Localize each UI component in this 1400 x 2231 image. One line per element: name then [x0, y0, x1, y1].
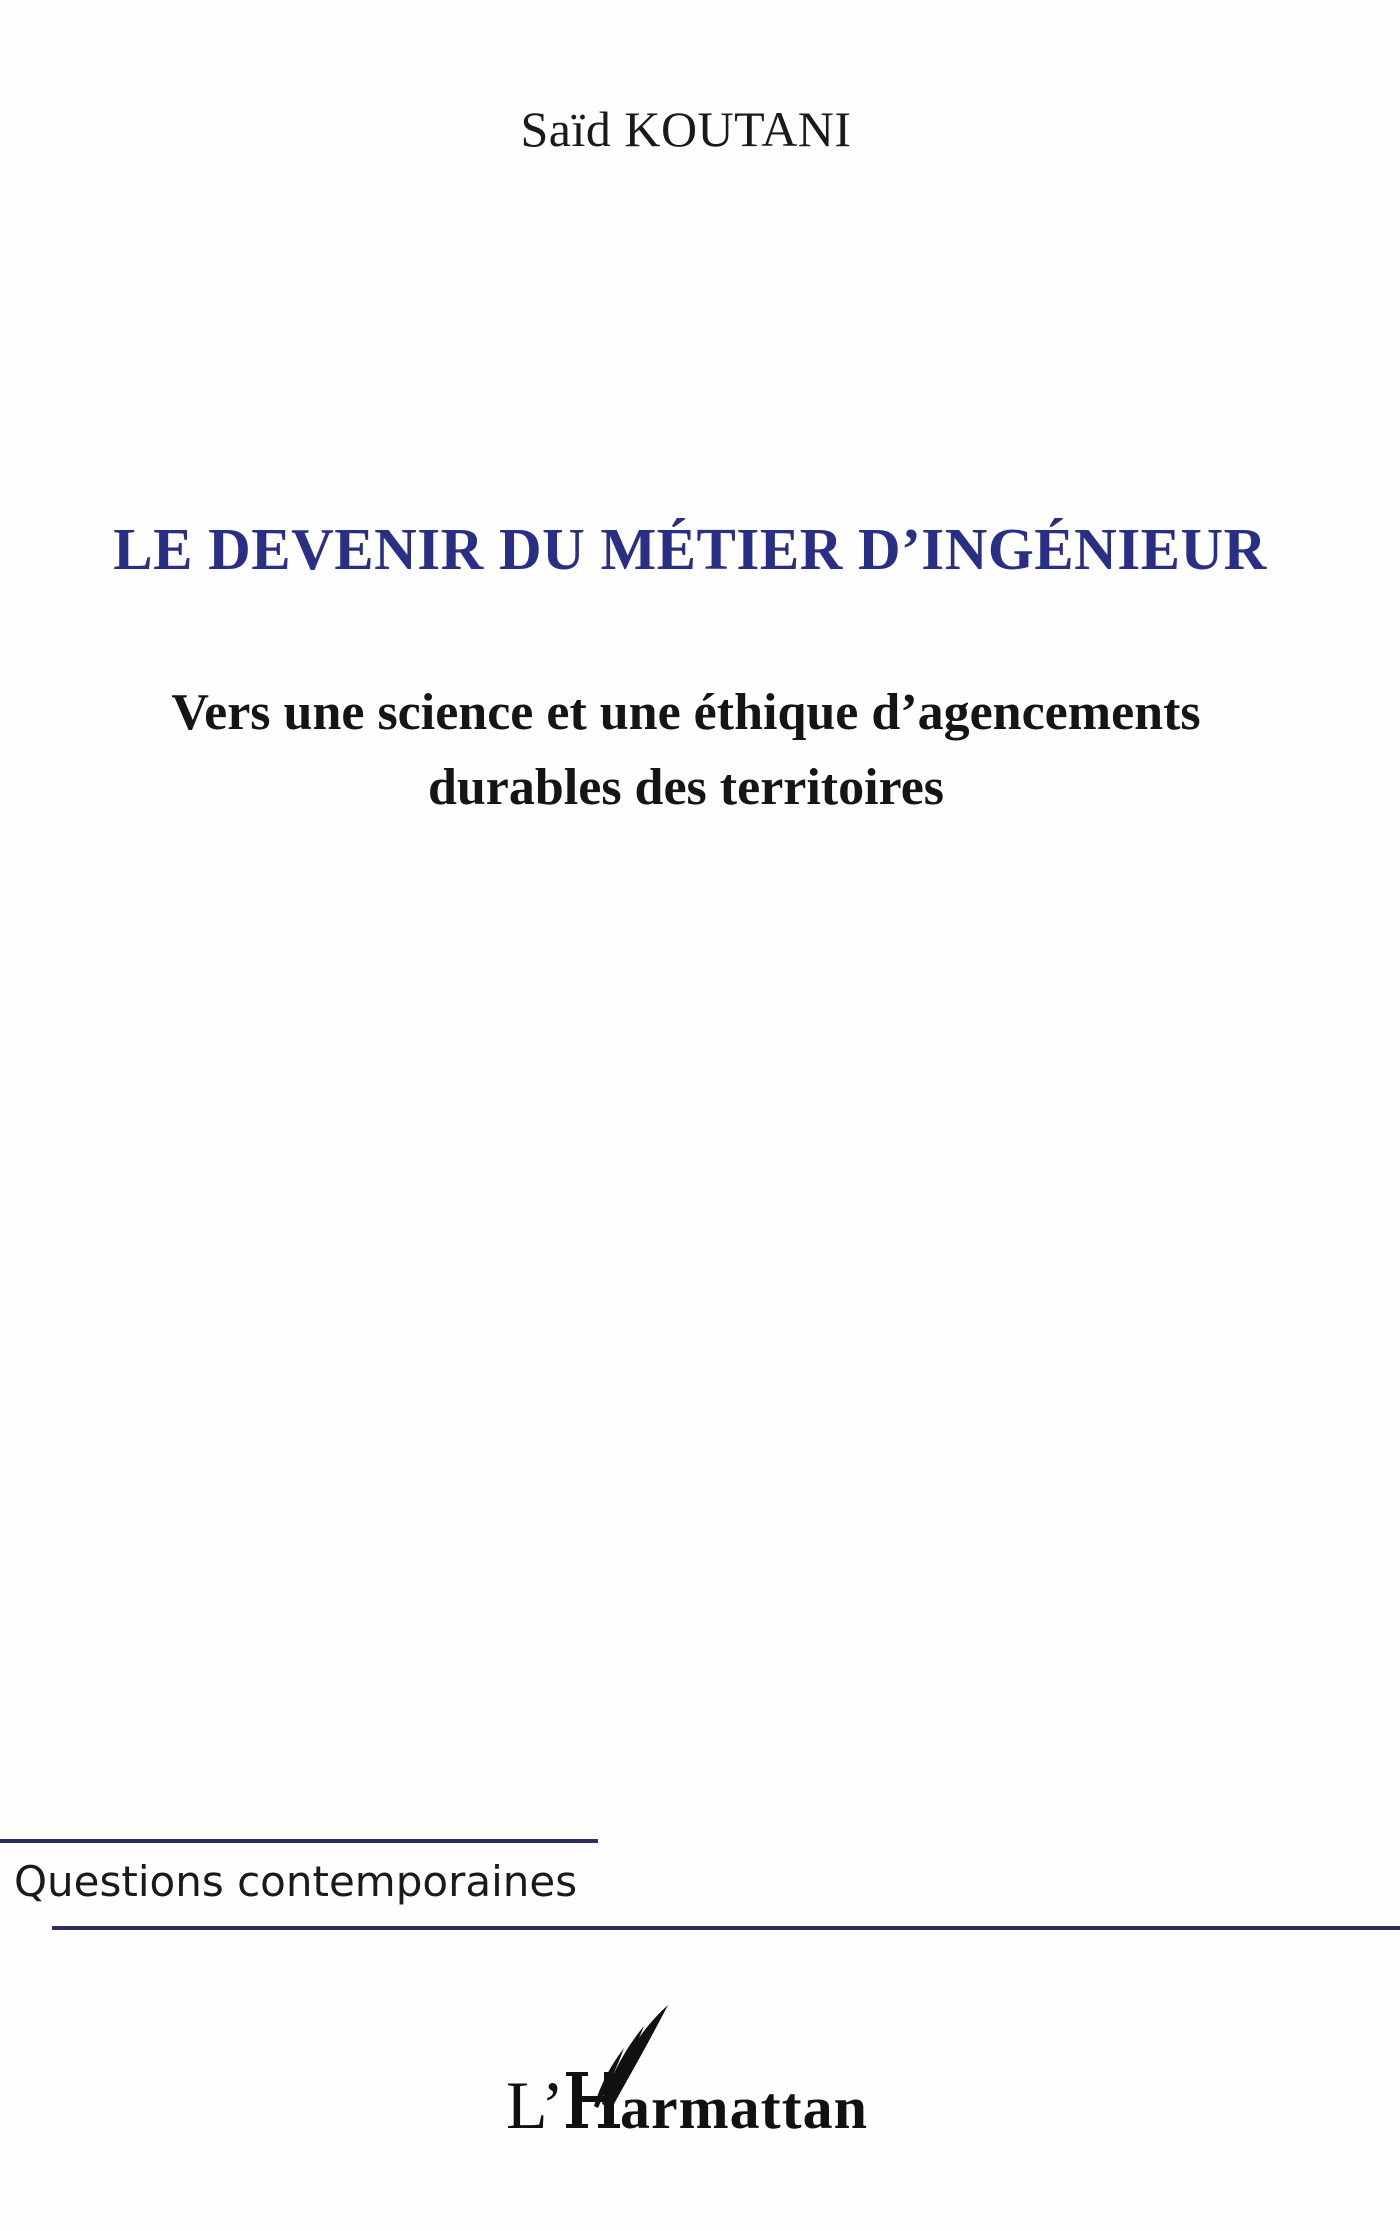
author-name: Saïd KOUTANI — [520, 101, 852, 157]
svg-text:L’: L’ — [506, 2067, 564, 2143]
subtitle-line-2: durables des territoires — [427, 759, 945, 816]
series-rule-bottom — [52, 1926, 1400, 1930]
subtitle-line-1: Vers une science et une éthique d’agencements — [171, 684, 1201, 741]
book-subtitle — [0, 675, 1372, 825]
series-name: Questions contemporaines — [14, 1857, 578, 1906]
publisher-logo — [500, 2000, 900, 2150]
svg-text:armattan: armattan — [620, 2075, 868, 2141]
series-rule-top — [0, 1839, 598, 1843]
book-title: LE DEVENIR DU MÉTIER D’INGÉNIEUR — [113, 516, 1267, 582]
